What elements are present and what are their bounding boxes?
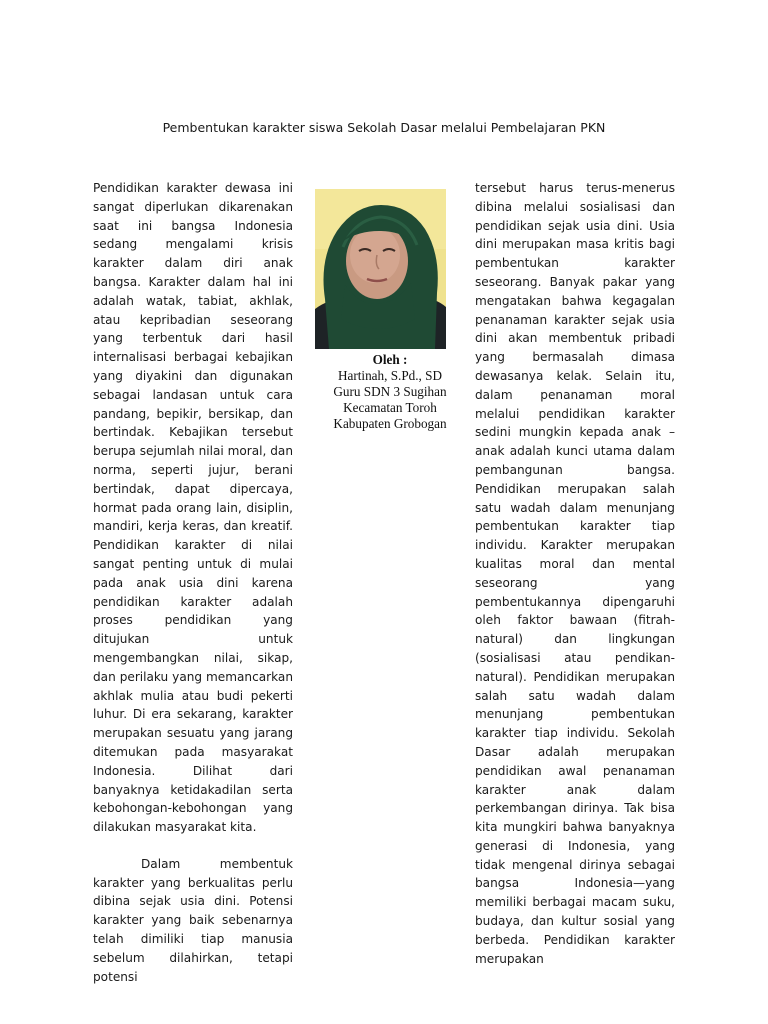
right-column xyxy=(475,179,675,968)
author-portrait-image xyxy=(315,189,446,349)
author-by-label: Oleh : xyxy=(372,352,408,367)
author-role: Guru SDN 3 Sugihan xyxy=(333,384,447,399)
author-district: Kecamatan Toroh xyxy=(343,400,437,415)
left-paragraph-2: Dalam membentuk karakter yang berkualitas perlu dibina sejak usia dini. Potensi karakter yang baik sebenarnya telah dimiliki tiap manusia sebelum dilahirkan, tetapi potensi xyxy=(93,856,293,984)
right-paragraph: tersebut harus terus-menerus dibina melalui sosialisasi dan pendidikan sejak usia dini. Usia dini merupakan masa kritis bagi pembentukan karakter seseorang. Banyak pakar yang mengatakan bahwa kegagalan penanaman karakter sejak usia dini akan membentuk pribadi yang bermasalah dimasa dewasanya kelak. Selain itu, dalam penanaman moral melalui pendidikan karakter sedini mungkin kepada anak – anak adalah kunci utama dalam pembangunan bangsa. Pendidikan merupakan salah satu wadah dalam menunjang pembentukan karakter tiap individu. Karakter merupakan kualitas moral dan mental seseorang yang pembentukannya dipengaruhi oleh faktor bawaan (fitrah-natural) dan lingkungan (sosialisasi atau pendikan-natural). Pendidikan merupakan salah satu wadah dalam menunjang pembentukan karakter tiap individu. Sekolah Dasar adalah merupakan pendidikan awal penanaman karakter anak dalam perkembangan dirinya. Tak bisa kita mungkiri bahwa banyaknya generasi di Indonesia, yang tidak mengenal dirinya sebagai bangsa Indonesia—yang memiliki berbagai macam suku, budaya, dan kultur sosial yang berbeda. Pendidikan karakter merupakan xyxy=(475,181,675,966)
author-regency: Kabupaten Grobogan xyxy=(333,416,447,431)
page-title: Pembentukan karakter siswa Sekolah Dasar melalui Pembelajaran PKN xyxy=(162,120,606,135)
left-column xyxy=(93,179,293,986)
author-block xyxy=(310,352,470,432)
author-name: Hartinah, S.Pd., SD xyxy=(337,368,443,383)
author-photo xyxy=(315,189,446,349)
left-paragraph-1: Pendidikan karakter dewasa ini sangat diperlukan dikarenakan saat ini bangsa Indonesia sedang mengalami krisis karakter dalam diri anak bangsa. Karakter dalam hal ini adalah watak, tabiat, akhlak, atau kepribadian seseorang yang terbentuk dari hasil internalisasi berbagai kebajikan yang diyakini dan digunakan sebagai landasan untuk cara pandang, bepikir, bersikap, dan bertindak. Kebajikan tersebut berupa sejumlah nilai moral, dan norma, seperti jujur, berani bertindak, dapat dipercaya, hormat pada orang lain, disiplin, mandiri, kerja keras, dan kreatif. Pendidikan karakter di nilai sangat penting untuk di mulai pada anak usia dini karena pendidikan karakter adalah proses pendidikan yang ditujukan untuk mengembangkan nilai, sikap, dan perilaku yang memancarkan akhlak mulia atau budi pekerti luhur. Di era sekarang, karakter merupakan sesuatu yang jarang ditemukan pada masyarakat Indonesia. Dilihat dari banyaknya ketidakadilan serta kebohongan-kebohongan yang dilakukan masyarakat kita. xyxy=(93,181,293,835)
